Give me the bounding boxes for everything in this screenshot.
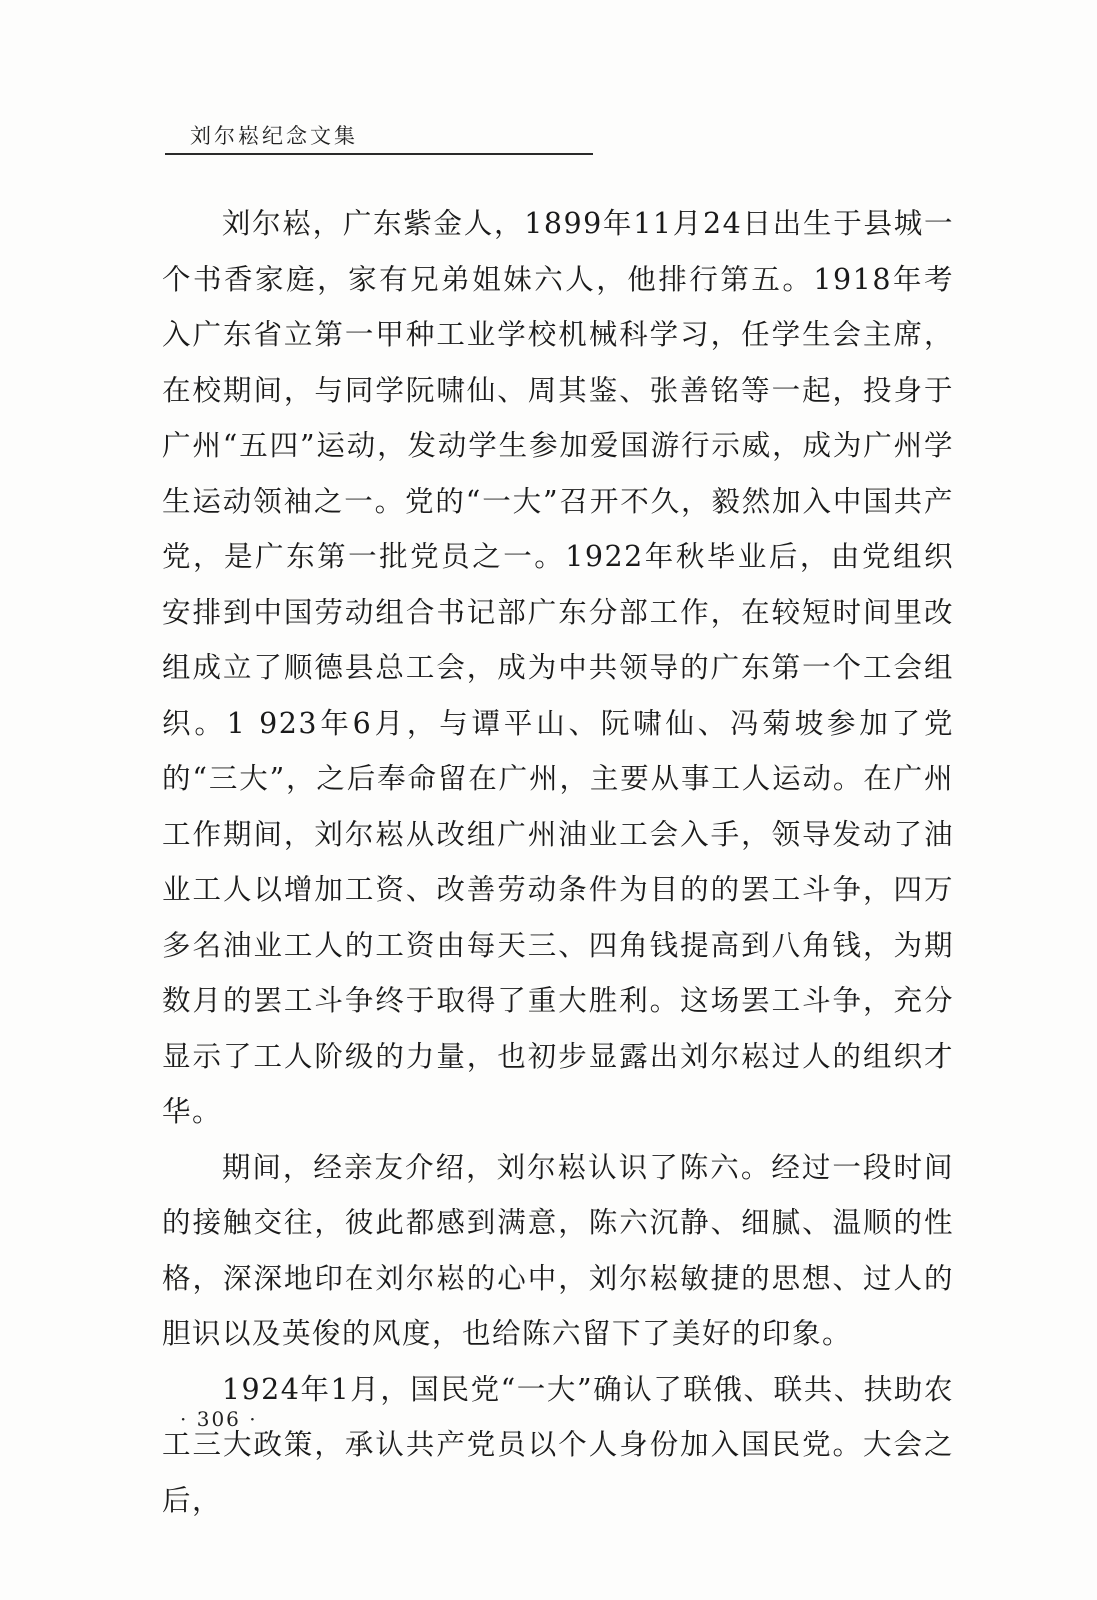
- paragraph-2: 期间，经亲友介绍，刘尔崧认识了陈六。经过一段时间的接触交往，彼此都感到满意，陈六沉静、细腻、温顺的性格，深深地印在刘尔崧的心中，刘尔崧敏捷的思想、过人的胆识以及英俊的风度，也给陈六留下了美好的印象。: [162, 1150, 954, 1350]
- paragraph-1: 刘尔崧，广东紫金人，1899年11月24日出生于县城一个书香家庭，家有兄弟姐妹六人，他排行第五。1918年考入广东省立第一甲种工业学校机械科学习，任学生会主席，在校期间，与同学阮啸仙、周其鉴、张善铭等一起，投身于广州“五四”运动，发动学生参加爱国游行示威，成为广州学生运动领袖之一。党的“一大”召开不久，毅然加入中国共产党，是广东第一批党员之一。1922年秋毕业后，由党组织安排到中国劳动组合书记部广东分部工作，在较短时间里改组成立了顺德县总工会，成为中共领导的广东第一个工会组织。1 923年6月，与谭平山、阮啸仙、冯菊坡参加了党的“三大”，之后奉命留在广州，主要从事工人运动。在广州工作期间，刘尔崧从改组广州油业工会入手，领导发动了油业工人以增加工资、改善劳动条件为目的的罢工斗争，四万多名油业工人的工资由每天三、四角钱提高到八角钱，为期数月的罢工斗争终于取得了重大胜利。这场罢工斗争，充分显示了工人阶级的力量，也初步显露出刘尔崧过人的组织才华。: [162, 207, 954, 1128]
- body-text: [162, 196, 954, 1528]
- header-rule: [165, 153, 593, 155]
- running-header: 刘尔崧纪念文集: [190, 124, 358, 148]
- paragraph-3: 1924年1月，国民党“一大”确认了联俄、联共、扶助农工三大政策，承认共产党员以个人身份加入国民党。大会之后，: [162, 1372, 954, 1517]
- page-number: · 306 ·: [180, 1407, 258, 1431]
